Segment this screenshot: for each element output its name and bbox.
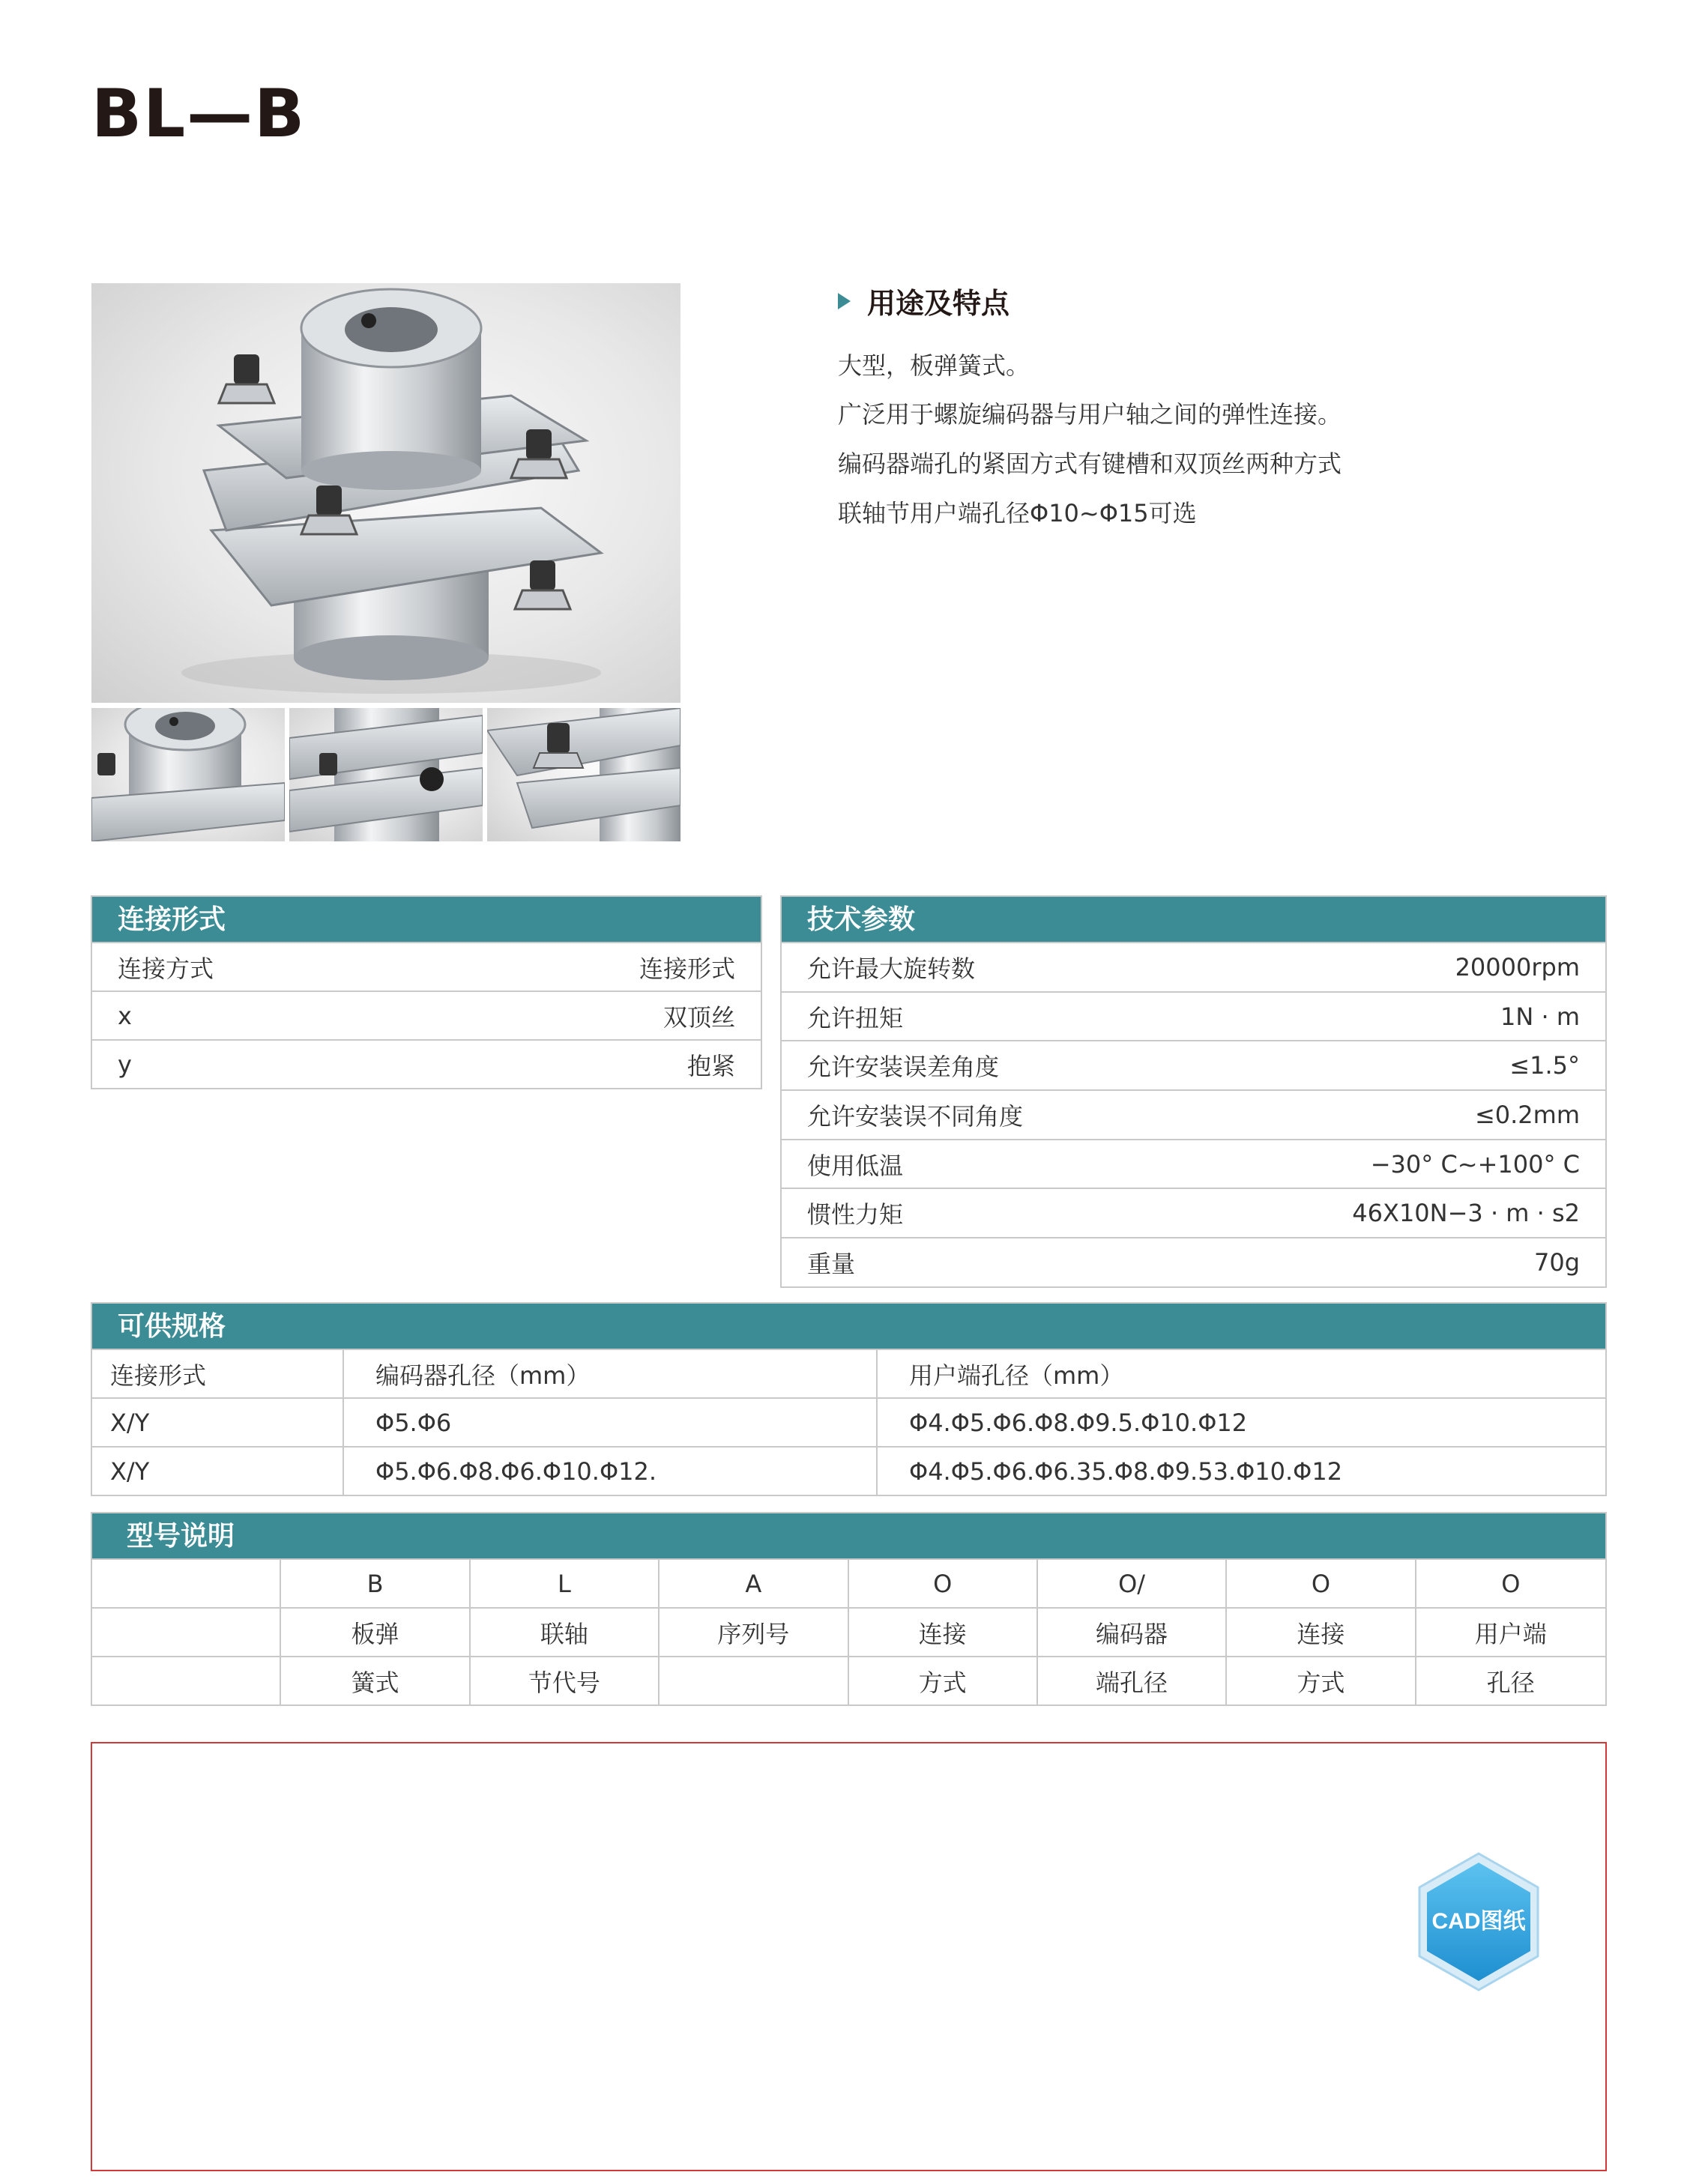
table-cell: B xyxy=(281,1560,470,1607)
table-cell: −30° C~+100° C xyxy=(1370,1149,1580,1179)
product-thumbnail[interactable] xyxy=(487,708,680,841)
table-cell: 使用低温 xyxy=(807,1151,904,1180)
table-row xyxy=(92,1446,1605,1495)
table-cell: 允许扭矩 xyxy=(807,1003,904,1032)
table-row xyxy=(92,1607,1605,1656)
feature-line: 大型，板弹簧式。 xyxy=(838,351,1030,380)
feature-line: 联轴节用户端孔径Φ10~Φ15可选 xyxy=(838,499,1197,527)
model-table-header: 型号说明 xyxy=(92,1513,1605,1558)
table-cell: Φ4.Φ5.Φ6.Φ6.35.Φ8.Φ9.53.Φ10.Φ12 xyxy=(909,1456,1343,1486)
table-cell: 连接 xyxy=(849,1609,1038,1656)
table-cell: 允许安装误不同角度 xyxy=(807,1101,1024,1131)
features-heading: 用途及特点 xyxy=(838,280,1010,321)
table-cell: 20000rpm xyxy=(1455,952,1580,981)
table-cell: 允许安装误差角度 xyxy=(807,1053,1000,1082)
product-thumbnail[interactable] xyxy=(91,708,285,841)
table-row xyxy=(782,1188,1605,1237)
table-cell: O xyxy=(1227,1560,1416,1607)
feature-line: 编码器端孔的紧固方式有键槽和双顶丝两种方式 xyxy=(838,450,1342,478)
product-thumbnail[interactable] xyxy=(289,708,483,841)
table-header-row xyxy=(92,1349,1605,1397)
product-photo-main xyxy=(91,283,680,703)
table-cell xyxy=(92,1560,281,1607)
connection-table-header: 连接形式 xyxy=(92,897,761,942)
table-cell: O xyxy=(1501,1569,1521,1598)
table-cell: A xyxy=(660,1560,848,1607)
table-cell: 簧式 xyxy=(281,1657,470,1704)
cad-badge-label: CAD图纸 xyxy=(1431,1909,1526,1934)
table-row xyxy=(782,942,1605,991)
table-cell: X/Y xyxy=(92,1399,344,1446)
column-header: 编码器孔径（mm） xyxy=(344,1350,878,1397)
table-cell: 连接形式 xyxy=(639,954,735,983)
table-cell: X/Y xyxy=(92,1448,344,1495)
table-cell: L xyxy=(471,1560,660,1607)
table-row xyxy=(92,1397,1605,1446)
table-row xyxy=(782,991,1605,1041)
table-cell: O xyxy=(849,1560,1038,1607)
connection-table xyxy=(91,895,762,1089)
table-row xyxy=(92,942,761,990)
table-cell: 端孔径 xyxy=(1038,1657,1227,1704)
specs-table-header: 可供规格 xyxy=(92,1304,1605,1349)
cad-drawing-button[interactable] xyxy=(1415,1851,1542,1993)
triangle-bullet-icon xyxy=(838,293,851,309)
table-cell xyxy=(92,1609,281,1656)
table-cell: 用户端 xyxy=(1474,1619,1547,1648)
table-cell: Φ5.Φ6.Φ8.Φ6.Φ10.Φ12. xyxy=(344,1448,878,1495)
table-cell: x xyxy=(118,1001,132,1030)
feature-line: 广泛用于螺旋编码器与用户轴之间的弹性连接。 xyxy=(838,400,1342,429)
table-cell: 序列号 xyxy=(660,1609,848,1656)
specs-table xyxy=(91,1302,1607,1496)
column-header: 用户端孔径（mm） xyxy=(909,1361,1124,1390)
table-row xyxy=(92,1039,761,1088)
table-cell xyxy=(660,1657,848,1704)
table-cell: 连接 xyxy=(1227,1609,1416,1656)
table-row xyxy=(92,1656,1605,1704)
table-row xyxy=(92,990,761,1039)
model-table xyxy=(91,1512,1607,1706)
table-cell: 方式 xyxy=(1227,1657,1416,1704)
table-cell: 惯性力矩 xyxy=(807,1200,904,1229)
table-cell: 连接方式 xyxy=(118,954,214,983)
table-row xyxy=(782,1139,1605,1188)
table-cell: 方式 xyxy=(849,1657,1038,1704)
table-cell: 46X10N−3 · m · s2 xyxy=(1352,1199,1580,1228)
table-cell: 联轴 xyxy=(471,1609,660,1656)
table-cell: 1N · m xyxy=(1500,1002,1580,1031)
table-cell: 编码器 xyxy=(1038,1609,1227,1656)
table-cell: y xyxy=(118,1050,132,1079)
table-cell: 节代号 xyxy=(471,1657,660,1704)
table-cell: ≤1.5° xyxy=(1509,1051,1580,1080)
table-cell: Φ5.Φ6 xyxy=(344,1399,878,1446)
tech-table-header: 技术参数 xyxy=(782,897,1605,942)
table-row xyxy=(782,1237,1605,1286)
cad-drawing-area xyxy=(91,1742,1607,2171)
table-cell: 双顶丝 xyxy=(663,1002,735,1032)
table-row xyxy=(782,1089,1605,1139)
table-cell: 重量 xyxy=(807,1249,856,1278)
table-cell: ≤0.2mm xyxy=(1474,1100,1580,1129)
table-row xyxy=(782,1040,1605,1089)
table-cell xyxy=(92,1657,281,1704)
column-header: 连接形式 xyxy=(92,1350,344,1397)
table-cell: Φ4.Φ5.Φ6.Φ8.Φ9.5.Φ10.Φ12 xyxy=(909,1408,1248,1437)
table-cell: 允许最大旋转数 xyxy=(807,954,976,983)
tech-params-table xyxy=(780,895,1607,1288)
table-cell: 孔径 xyxy=(1486,1668,1535,1697)
table-cell: 板弹 xyxy=(281,1609,470,1656)
table-cell: 70g xyxy=(1533,1247,1580,1277)
table-row xyxy=(92,1558,1605,1607)
table-cell: 抱紧 xyxy=(686,1051,735,1080)
table-cell: O/ xyxy=(1038,1560,1227,1607)
page-title: BL—B xyxy=(91,75,307,152)
